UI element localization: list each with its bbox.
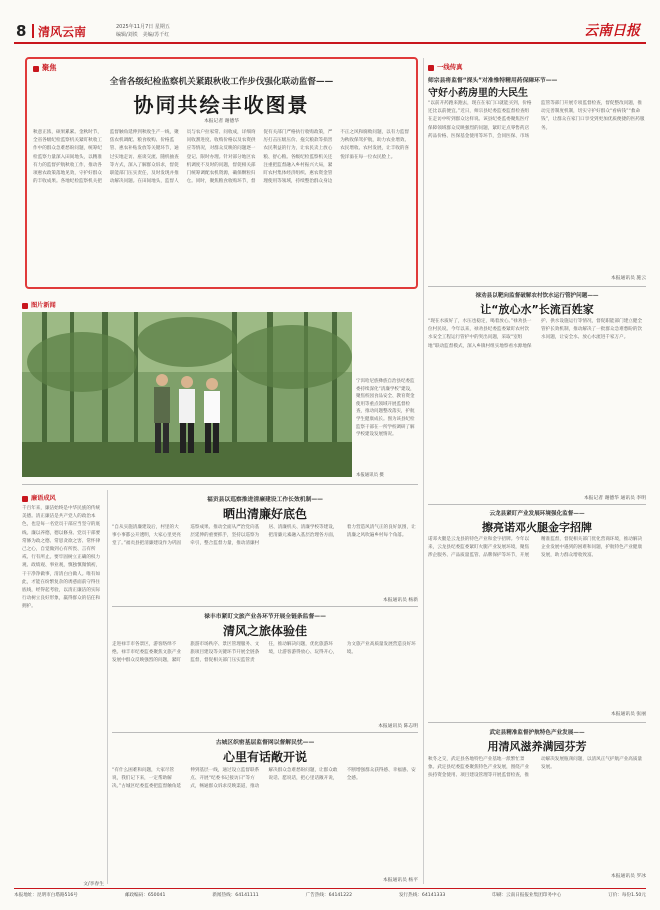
- photo-tag: 图片新闻: [31, 302, 56, 309]
- article-2-headline: 清风之旅体验佳: [222, 624, 307, 638]
- footer-news-hotline: 新闻热线：64141111: [212, 893, 259, 898]
- side-mid-byline: 本报记者 谢德华 通讯员 李明: [583, 496, 646, 501]
- editor-line: 编辑/刘铁 美编/苏千红: [116, 32, 170, 38]
- footer-printer: 印刷：云南日报报业集团印务中心: [492, 893, 562, 898]
- side-low-headline: 擦亮诺邓火腿金字招牌: [482, 521, 592, 534]
- article-2-body: 走进禄丰市各景区，游客络绎不绝。禄丰市纪委监委聚焦文旅产业发展中群众反映强烈的问题，紧盯旅游市场秩序、景区管理服务、文旅项目建设等关键环节开展全链条监督，督促相关部门压实监管责任，推动解决问题，优化旅游环境，让游客游得放心、玩得开心，为文旅产业高质量发展营造良好环境。: [112, 642, 416, 664]
- dispatch-icon: [428, 65, 434, 71]
- column-byline: 文/李春生: [83, 882, 104, 887]
- side-top-tag: 一线传真: [437, 63, 463, 71]
- side-bottom-byline: 本报通讯员 罗冰: [610, 874, 646, 879]
- article-2-kicker: 禄丰市紧盯文旅产业各环节开展全链条监督——: [204, 614, 326, 620]
- news-photo: [22, 312, 352, 477]
- article-1-headline: 晒出清廉好底色: [222, 507, 307, 521]
- lead-kicker: 全省各级纪检监察机关紧跟秋收工作步伐强化联动监督——: [109, 77, 334, 87]
- article-1-kicker: 福贡县以巡察推进清廉建设工作长效机制——: [207, 497, 323, 503]
- side-top-headline: 守好小药房里的大民生: [428, 88, 528, 99]
- date-line: 2025年11月7日 星期五: [116, 24, 170, 30]
- article-3-byline: 本报通讯员 杨平: [382, 878, 418, 883]
- footer-postcode: 邮政编码：650041: [124, 893, 166, 898]
- footer-distribution-hotline: 发行热线：64141333: [398, 893, 446, 898]
- side-bottom-body: 秋冬之交，武定县各地特色产业基地一派繁忙景象。武定县纪委监委聚焦特色产业发展，围绕产业扶持资金使用、项目建设管理等开展监督检查，推动解决发展瓶颈问题，以清风正气护航产业高质量发展。: [428, 757, 643, 779]
- article-3-body: “有什么困难和问题，大家尽管说，我们记下来，一定帮助解决。”古城区纪委监委把监督触角延伸到基层一线，通过设立监督联系点、开展“纪委书记接访日”等方式，畅通群众诉求反映渠道，推动解决群众急难愁盼问题，让群众敢说话、愿说话，把心里话敞开说，不断增强群众获得感、幸福感、安全感。: [112, 768, 416, 790]
- lead-article: [25, 57, 418, 289]
- article-3-headline: 心里有话敞开说: [222, 750, 307, 764]
- lead-byline: 本报记者 谢德华: [203, 119, 240, 124]
- footer-ad-hotline: 广告热线：64141222: [305, 893, 352, 898]
- section-title: 清风云南: [38, 25, 87, 39]
- photo-icon: [22, 303, 28, 309]
- focus-icon: [33, 66, 39, 72]
- side-top-byline: 本报通讯员 施云: [610, 276, 646, 281]
- footer-price: 订价：每份1.50元: [608, 893, 646, 898]
- side-low-kicker: 云龙县紧盯产业发展环境强化监督——: [489, 511, 585, 517]
- article-1-byline: 本报通讯员 杨新: [382, 598, 418, 603]
- footer-address: 本报地址：昆明市白塔路516号: [14, 893, 78, 898]
- masthead-logo: 云南日报: [584, 23, 640, 39]
- page-number: 8: [16, 22, 27, 40]
- side-mid-headline: 让“放心水”长流百姓家: [480, 303, 594, 316]
- lead-body: 秋意正浓，硕果累累。金秋时节，全省各级纪检监察机关紧盯秋收工作中的群众急难愁盼问题，统筹纪检监察力量深入田间地头，以精准有力的监督护航秋收工作，推动各项惠农政策落地见效，守护好群众的丰收成果。各地纪检监察机关把监督触角延伸到秋收生产一线，聚焦农机调配、粮食收购、价格监管、惠农补贴发放等关键环节，通过实地走访、座谈交流、随机抽查等方式，深入了解群众诉求，督促职能部门压实责任，及时发现并推动解决问题。在田间地头，监督人员与农户拉家常、问收成，详细询问收割进度、收购价格以及农资供应等情况，对群众反映的问题逐一登记、限时办理。针对部分地区农机调度不及时的问题，督促相关部门统筹调配农机资源，确保颗粒归仓。同时，聚焦粮食收购环节，督促有关部门严格执行收购政策，严厉打击压级压价、拖欠粮款等损害农民利益的行为，让农民卖上放心粮、舒心粮。各级纪检监察机关还注重把监督融入乡村振兴大局，紧盯农村集体经济组织、惠农资金管理使用等领域，持续整治群众身边不正之风和腐败问题，以有力监督为秋收保驾护航，助力农业增效、农民增收、农村发展，让丰收的喜悦洋溢在每一位农民脸上。: [33, 130, 410, 185]
- page-header: [14, 18, 646, 40]
- column-tag: 廉语成风: [31, 495, 56, 502]
- photo-credit: 本报通讯员 摄: [356, 473, 384, 478]
- forest-photo-illustration: [22, 312, 352, 477]
- side-low-byline: 本报通讯员 张丽: [610, 712, 646, 717]
- side-low-body: 诺邓火腿是云龙县的特色产业和金字招牌。今年以来，云龙县纪委监委紧盯火腿产业发展环境，聚焦涉企服务、产品质量监管、品牌保护等环节，开展精准监督，督促相关部门优化营商环境，推动解决企业发展中遇到的困难和问题，护航特色产业健康发展，助力群众增收致富。: [428, 537, 643, 559]
- article-2-byline: 本报通讯员 陈志明: [378, 724, 418, 729]
- article-3-kicker: 古城区织密基层监督网以督解民忧——: [215, 740, 315, 746]
- column-body: 千百年来，廉洁始终是中华民族的传统美德。清正廉洁是共产党人的政治本色，也是每一名党员干部应当坚守的底线。廉以养德，德以修身。党员干部要常修为政之德、常思贪欲之害、常怀律己之心，自觉做到心有所畏、言有所戒、行有所止。要牢固树立正确的权力观、政绩观、事业观，慎独慎微慎初，干干净净做事，清清白白做人。唯有如此，才能在纷繁复杂的诱惑面前守得住底线，经得起考验，以清正廉洁的实际行动树立良好形象，赢得群众的信任和拥护。: [22, 506, 101, 610]
- side-bottom-headline: 用清风滋养满园芬芳: [487, 740, 587, 753]
- side-top-kicker: 师宗县将监督“探头”对准惟特精用药保障环节——: [428, 78, 558, 84]
- column-icon: [22, 496, 28, 502]
- lead-headline: 协同共绘丰收图景: [133, 93, 310, 117]
- lead-tag: 聚焦: [42, 63, 57, 72]
- photo-caption: 宁洱哈尼族彝族自治县纪委监委持续深化“清廉学校”建设，聚焦校园食品安全、教育资金使用等重点领域开展监督检查，推动问题整改落实，护航学生健康成长。图为该县纪检监察干部在一所学校调研了解学校建设发展情况。: [356, 379, 415, 438]
- side-top-body: “以前开药跑来跑去，现在在家门口就能买到，价格还比以前便宜。”近日，师宗县纪委监委监督检查组在走访中听到群众这样说。该县纪委监委聚焦医疗保障领域群众反映强烈的问题，紧盯定点零售药店药品价格、医保基金使用等环节，会同医保、市场监管等部门开展专项监督检查，督促整改问题，推动完善制度机制，切实守护好群众“看病钱”“救命钱”，让群众在家门口享受到更加优质便捷的医药服务。: [428, 101, 645, 139]
- side-bottom-kicker: 武定县精准监督护航特色产业发展——: [489, 730, 585, 736]
- footer: [14, 892, 646, 904]
- article-1-body: “自从实施清廉建设后，村里的大事小事都公开透明，大家心里更亮堂了。”福贡县把清廉建设作为巩固巡察成果、推动全面从严治党向基层延伸的重要抓手，坚持以巡察为牵引，整合监督力量，推动清廉村居、清廉机关、清廉学校等建设，把清廉元素融入基层治理各方面，着力营造风清气正的良好氛围，让清廉之风吹遍乡村每个角落。: [112, 525, 416, 547]
- side-mid-kicker: 禄劝县以靶向监督破解农村饮水运行管护问题——: [475, 293, 599, 299]
- side-mid-body: “现在水质好了，水压也稳定，喝着放心。”禄劝县一位村民说。今年以来，禄劝县纪委监委紧盯农村饮水安全工程运行管护中的突出问题，采取“室组地”联动监督模式，深入乡镇村组实地察看水源地保护、供水设施运行等情况，督促职能部门建立健全管护长效机制，推动解决了一批群众急难愁盼的饮水问题，让安全水、放心水流进千家万户。: [428, 319, 643, 349]
